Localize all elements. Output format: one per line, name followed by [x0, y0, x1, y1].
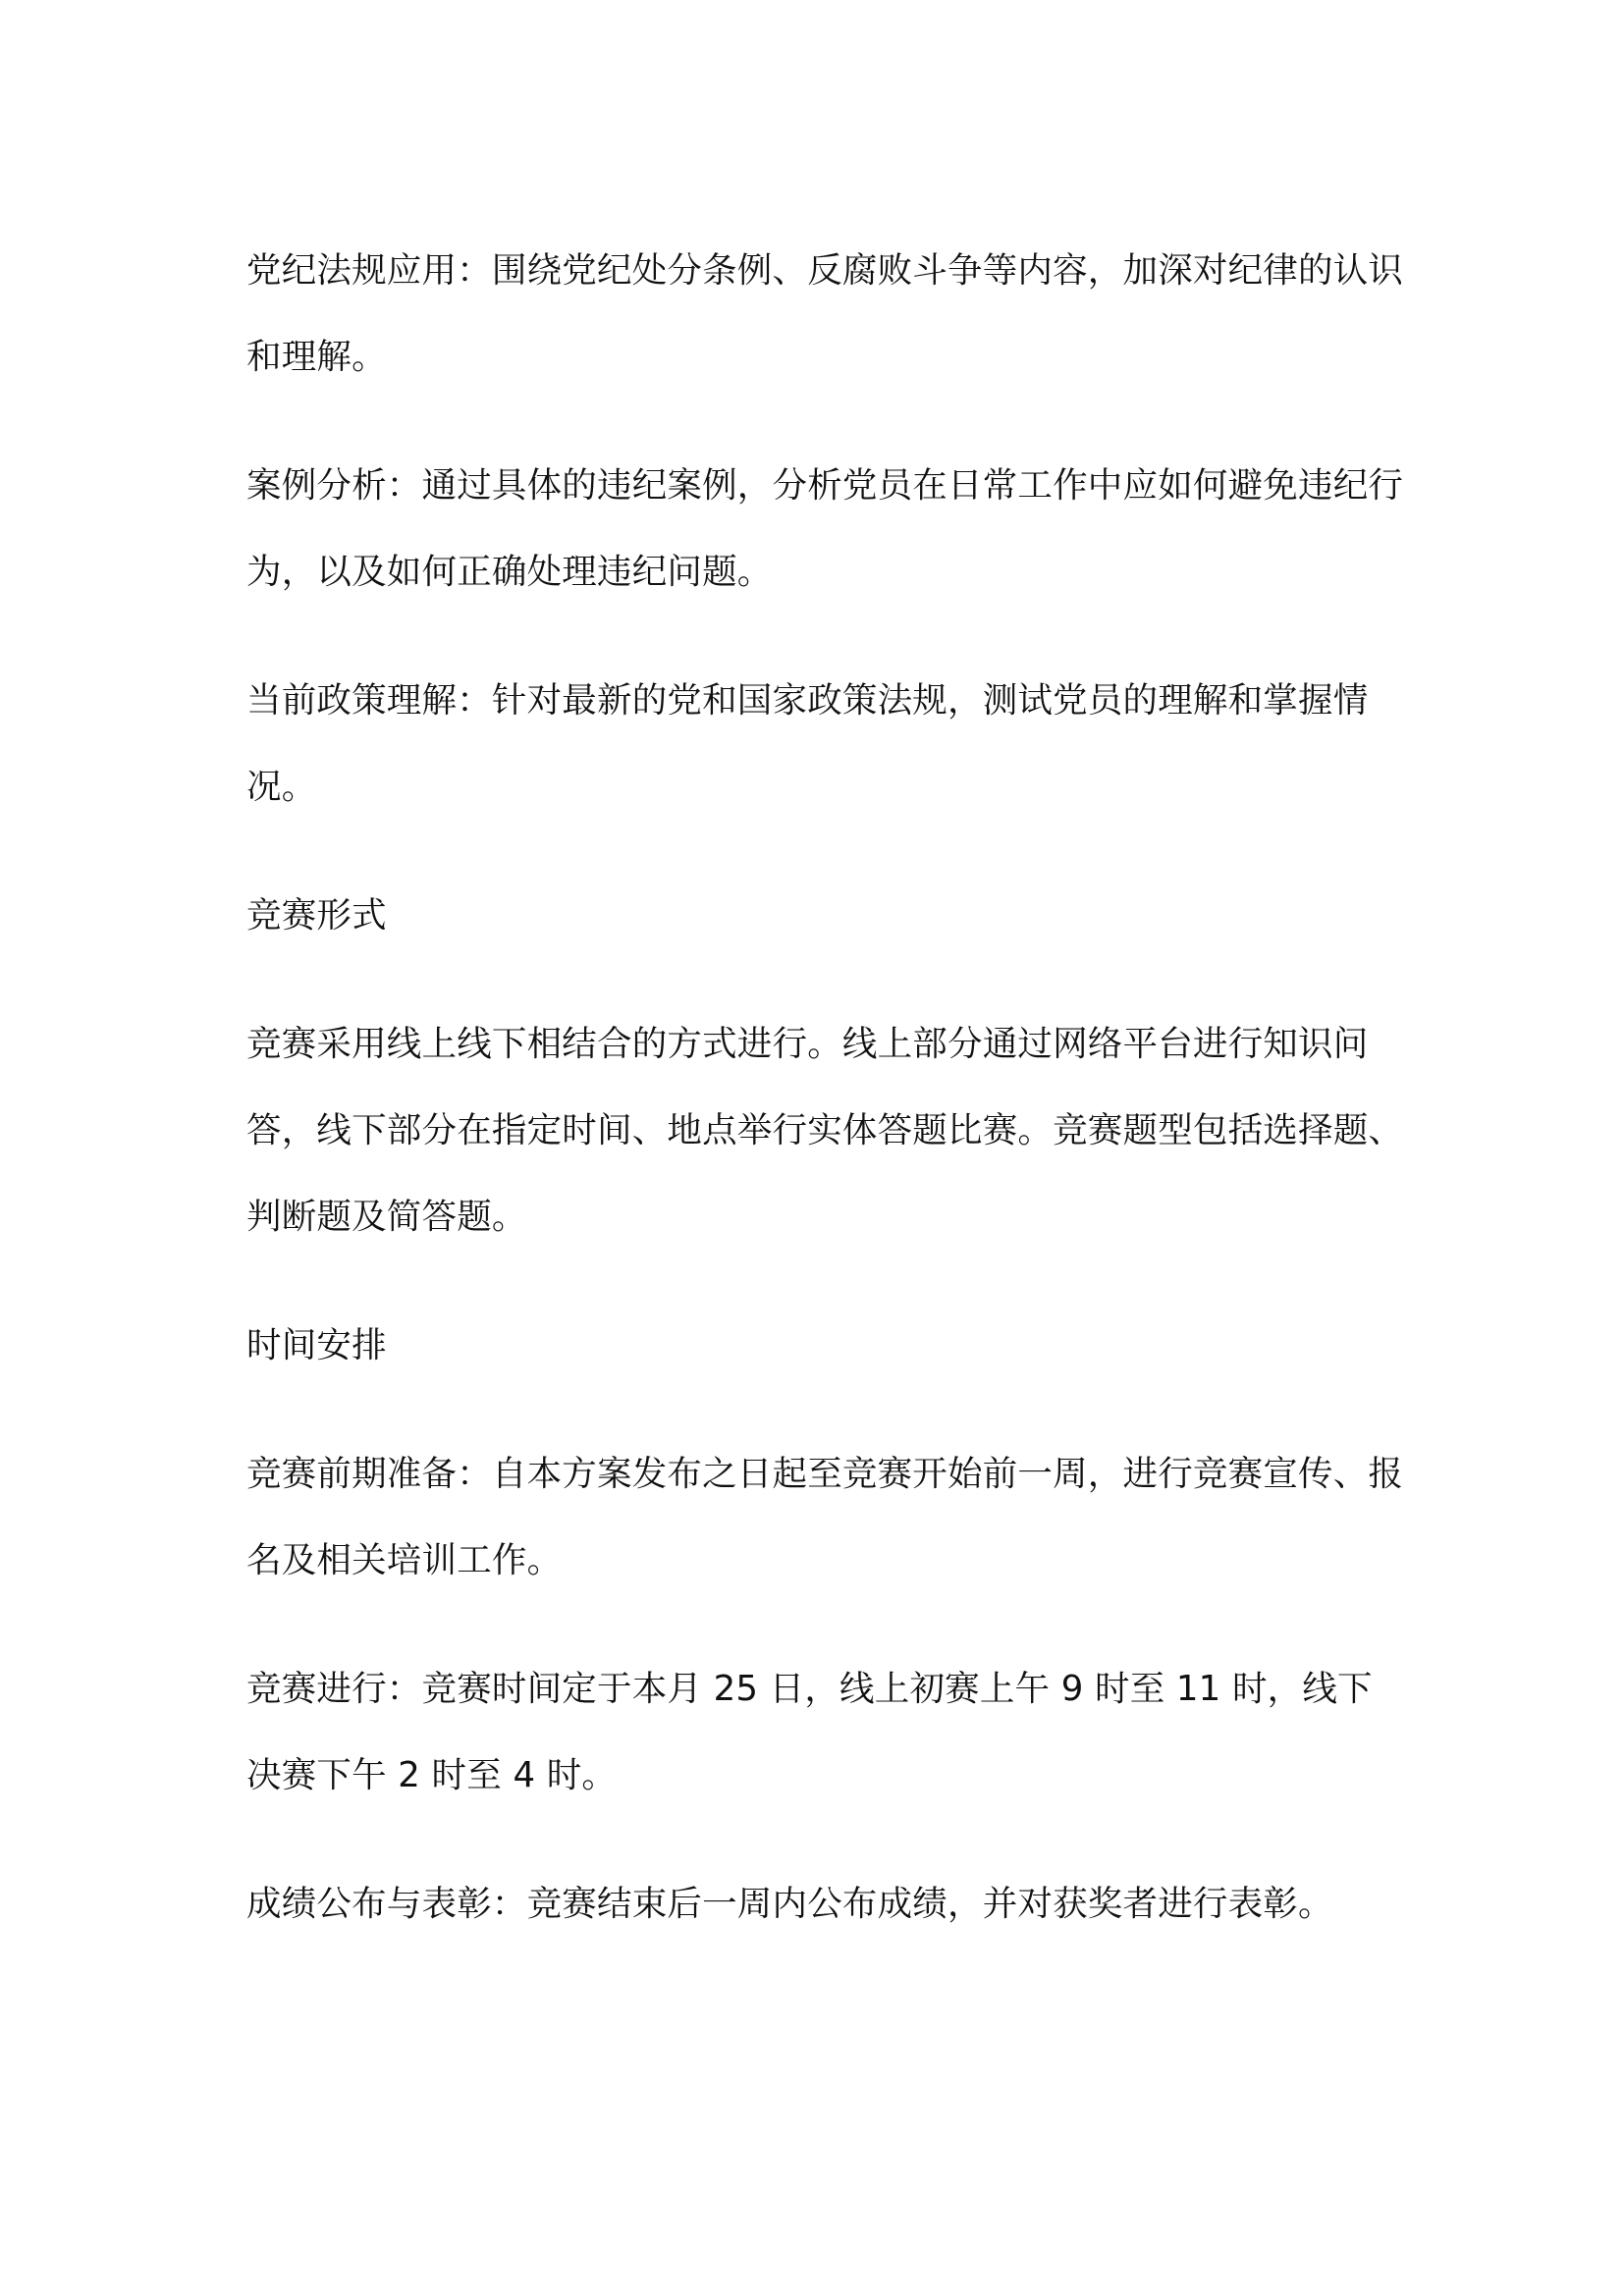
paragraph-preparation: 竞赛前期准备：自本方案发布之日起至竞赛开始前一周，进行竞赛宣传、报名及相关培训工作。: [246, 1454, 1404, 1580]
document-body: [246, 228, 1405, 1990]
paragraph-competition-time: 竞赛进行：竞赛时间定于本月 25 日，线上初赛上午 9 时至 11 时，线下决赛下午 2 时至 4 时。: [246, 1669, 1373, 1795]
paragraph-policy-understanding: 当前政策理解：针对最新的党和国家政策法规，测试党员的理解和掌握情况。: [246, 680, 1369, 807]
paragraph-case-analysis: 案例分析：通过具体的违纪案例，分析党员在日常工作中应如何避免违纪行为，以及如何正确处理违纪问题。: [246, 465, 1404, 592]
heading-schedule: 时间安排: [246, 1325, 387, 1365]
paragraph-discipline-regulations: 党纪法规应用：围绕党纪处分条例、反腐败斗争等内容，加深对纪律的认识和理解。: [246, 250, 1404, 377]
paragraph-competition-format: 竞赛采用线上线下相结合的方式进行。线上部分通过网络平台进行知识问答，线下部分在指定时间、地点举行实体答题比赛。竞赛题型包括选择题、判断题及简答题。: [246, 1024, 1404, 1237]
heading-competition-format: 竞赛形式: [246, 895, 387, 935]
paragraph-results-award: 成绩公布与表彰：竞赛结束后一周内公布成绩，并对获奖者进行表彰。: [246, 1884, 1333, 1924]
